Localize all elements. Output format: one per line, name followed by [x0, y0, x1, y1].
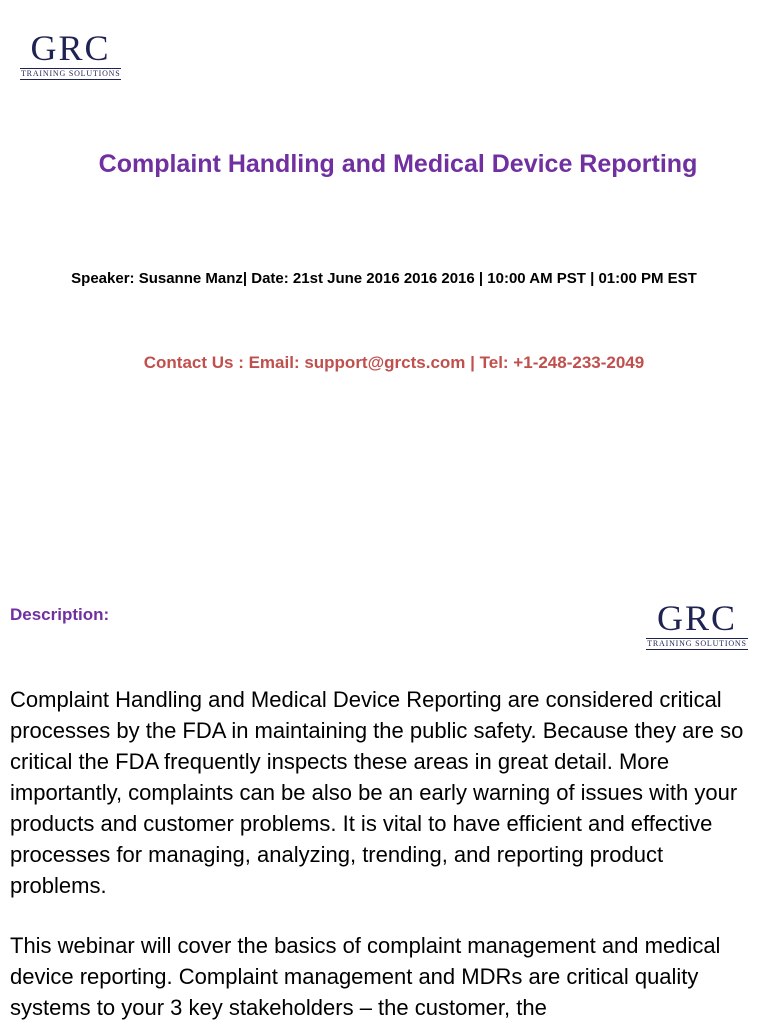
slide-description	[0, 512, 768, 1024]
logo-mark: GRC	[656, 598, 738, 638]
page-title: Complaint Handling and Medical Device Reporting	[98, 150, 698, 178]
grc-logo-small	[646, 600, 748, 650]
description-paragraph-1: Complaint Handling and Medical Device Reporting are considered critical processes by the FDA in maintaining the public safety. Because they are so critical the FDA frequently inspects these areas in great detail. More importantly, complaints can be also be an early warning of issues with your products and customer problems. It is vital to have efficient and effective processes for managing, analyzing, trending, and reporting product problems.	[10, 687, 744, 898]
grc-logo	[20, 30, 121, 80]
logo-subtitle: TRAINING SOLUTIONS	[21, 69, 121, 78]
description-paragraph-2: This webinar will cover the basics of complaint management and medical device reporting. Complaint management and MDRs are critical quality systems to your 3 key stakeholders – the customer, the	[10, 933, 721, 1020]
logo-subtitle: TRAINING SOLUTIONS	[647, 639, 747, 648]
logo-mark: GRC	[30, 28, 111, 68]
speaker-line: Speaker: Susanne Manz| Date: 21st June 2016 2016 2016 | 10:00 AM PST | 01:00 PM EST	[71, 270, 697, 287]
description-heading: Description:	[10, 605, 110, 624]
contact-line: Contact Us : Email: support@grcts.com | Tel: +1-248-233-2049	[143, 353, 645, 372]
